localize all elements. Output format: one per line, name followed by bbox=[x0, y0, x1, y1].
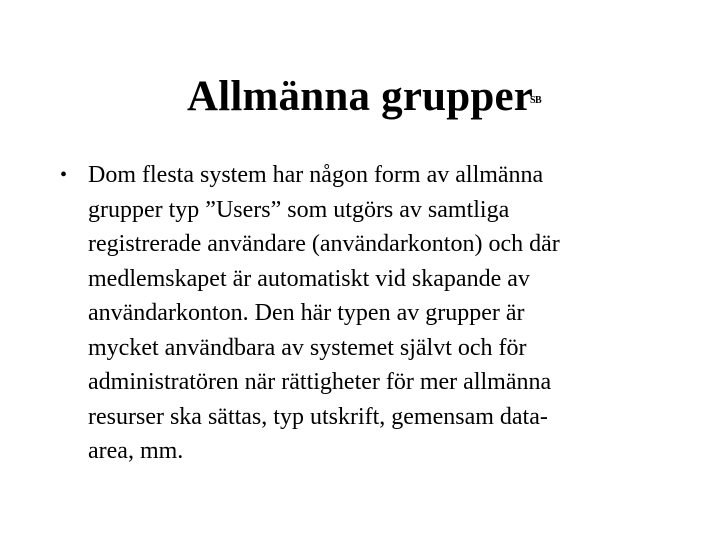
bullet-text-line: användarkonton. Den här typen av grupper är bbox=[88, 300, 525, 326]
title-area bbox=[0, 72, 720, 121]
bullet-text-line: administratören när rättigheter för mer allmänna bbox=[88, 369, 552, 395]
bullet-icon: • bbox=[60, 164, 68, 186]
bullet-text-line: resurser ska sättas, typ utskrift, gemensam data- bbox=[88, 403, 548, 430]
bullet-text-line: mycket användbara av systemet självt och för bbox=[88, 334, 527, 361]
bullet-text-line: Dom flesta system har någon form av allmänna bbox=[88, 162, 544, 188]
bullet-list bbox=[60, 158, 660, 469]
author-mark: SB bbox=[530, 95, 542, 106]
bullet-text-line: area, mm. bbox=[88, 438, 184, 464]
bullet-text-line: medlemskapet är automatiskt vid skapande av bbox=[88, 265, 530, 292]
bullet-text-line: registrerade användare (användarkonton) och där bbox=[88, 231, 560, 257]
bullet-item bbox=[60, 158, 660, 469]
slide-title: Allmänna grupper bbox=[186, 73, 534, 120]
bullet-text-line: grupper typ ”Users” som utgörs av samtliga bbox=[88, 196, 510, 223]
